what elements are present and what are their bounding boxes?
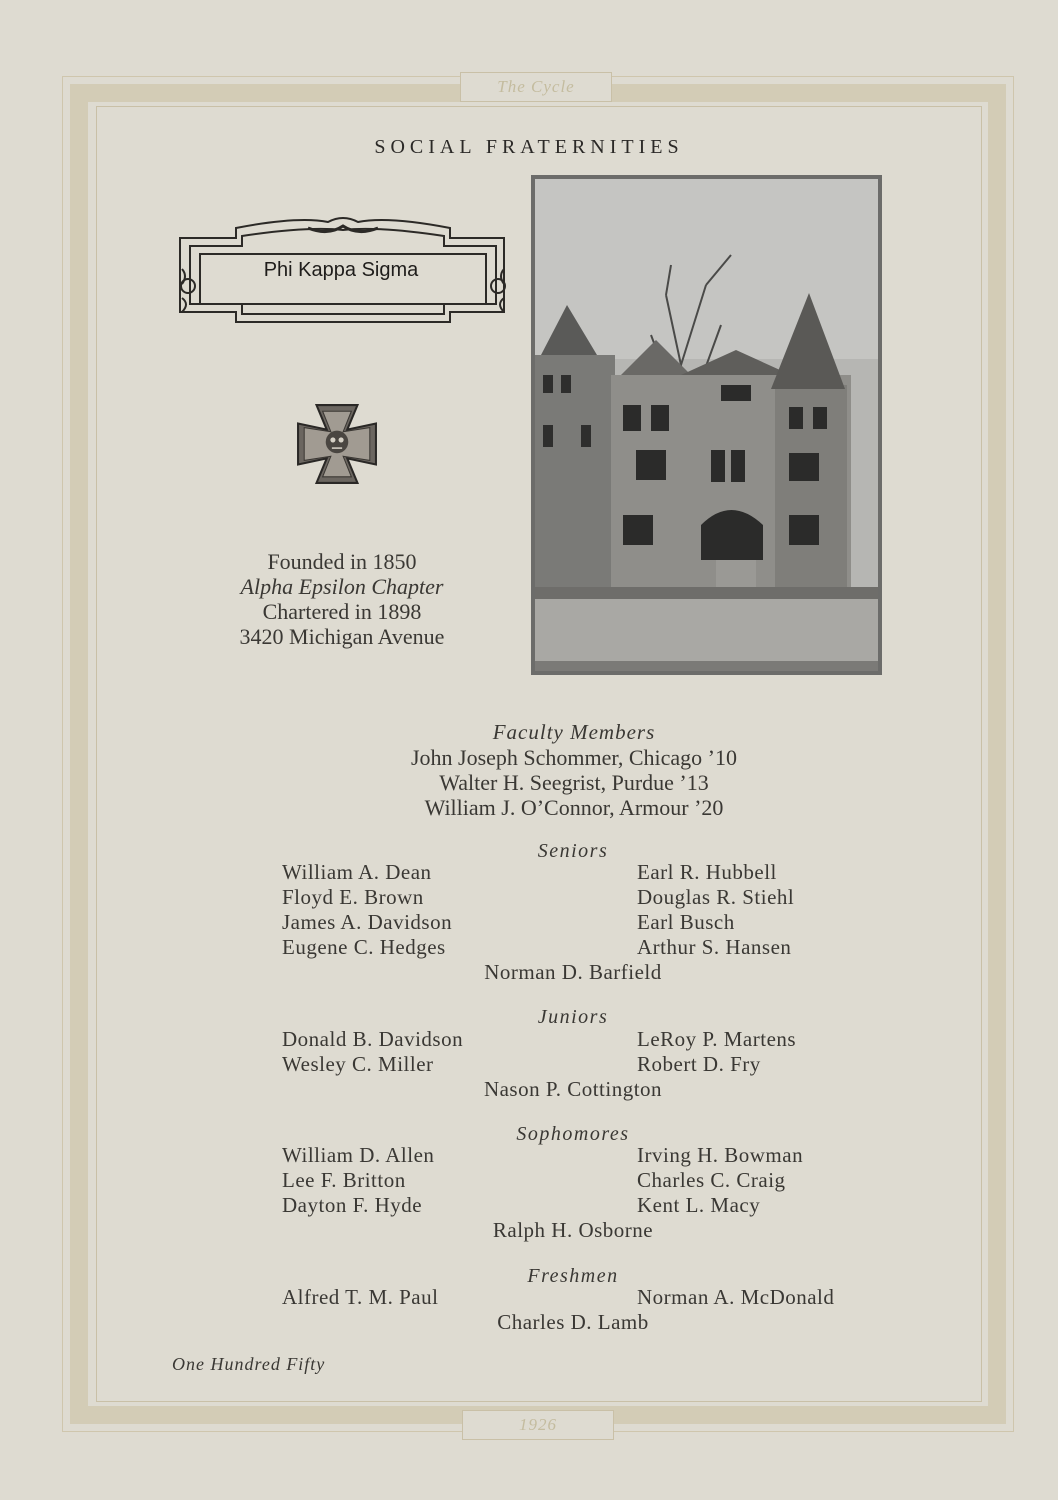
- sophomores-right-column: [637, 1143, 803, 1218]
- member-name: Douglas R. Stiehl: [637, 885, 795, 909]
- juniors-right-column: [637, 1027, 796, 1077]
- member-name: Lee F. Britton: [282, 1168, 406, 1192]
- sophomores-title: Sophomores: [516, 1123, 630, 1145]
- fraternity-name: Phi Kappa Sigma: [263, 259, 419, 281]
- member-name: Donald B. Davidson: [282, 1027, 464, 1051]
- member-name: Floyd E. Brown: [282, 885, 424, 909]
- freshmen-left-column: [282, 1285, 438, 1310]
- chapter-address: 3420 Michigan Avenue: [239, 624, 445, 649]
- member-name: Arthur S. Hansen: [637, 935, 792, 959]
- chartered-year: Chartered in 1898: [262, 599, 422, 624]
- faculty-member: William J. O’Connor, Armour ’20: [424, 795, 724, 820]
- member-name: Norman A. McDonald: [637, 1285, 835, 1309]
- page-heading: SOCIAL FRATERNITIES: [374, 136, 684, 158]
- faculty-title: Faculty Members: [492, 720, 656, 744]
- frame-top-tab: The Cycle: [460, 72, 612, 102]
- member-name: Charles C. Craig: [637, 1168, 786, 1192]
- member-name: Dayton F. Hyde: [282, 1193, 423, 1217]
- member-name: Charles D. Lamb: [497, 1310, 649, 1334]
- member-name: William A. Dean: [282, 860, 432, 884]
- faculty-member: John Joseph Schommer, Chicago ’10: [410, 745, 738, 770]
- freshmen-title: Freshmen: [527, 1265, 619, 1287]
- member-name: Earl R. Hubbell: [637, 860, 777, 884]
- freshmen-right-column: [637, 1285, 834, 1310]
- member-name: Ralph H. Osborne: [492, 1218, 654, 1242]
- member-name: Nason P. Cottington: [483, 1077, 663, 1101]
- seniors-left-column: [282, 860, 452, 960]
- fraternity-badge-icon: [296, 403, 378, 485]
- faculty-member: Walter H. Seegrist, Purdue ’13: [439, 770, 709, 795]
- member-name: William D. Allen: [282, 1143, 435, 1167]
- member-name: Eugene C. Hedges: [282, 935, 446, 959]
- seniors-title: Seniors: [537, 840, 609, 862]
- member-name: Irving H. Bowman: [637, 1143, 804, 1167]
- member-name: Kent L. Macy: [637, 1193, 761, 1217]
- juniors-title: Juniors: [537, 1006, 609, 1028]
- member-name: Wesley C. Miller: [282, 1052, 434, 1076]
- seniors-right-column: [637, 860, 794, 960]
- chapter-name: Alpha Epsilon Chapter: [240, 574, 444, 599]
- founded-year: Founded in 1850: [267, 549, 417, 574]
- sophomores-left-column: [282, 1143, 434, 1218]
- member-name: LeRoy P. Martens: [637, 1027, 797, 1051]
- member-name: Earl Busch: [637, 910, 735, 934]
- member-name: Alfred T. M. Paul: [282, 1285, 439, 1309]
- founding-info: [192, 549, 492, 649]
- member-name: Robert D. Fry: [637, 1052, 761, 1076]
- chapter-house-photo: [531, 175, 882, 675]
- member-name: James A. Davidson: [282, 910, 453, 934]
- frame-bottom-tab: 1926: [462, 1410, 614, 1440]
- juniors-left-column: [282, 1027, 463, 1077]
- member-name: Norman D. Barfield: [484, 960, 662, 984]
- page-number: One Hundred Fifty: [172, 1354, 326, 1374]
- faculty-section: [0, 720, 1058, 820]
